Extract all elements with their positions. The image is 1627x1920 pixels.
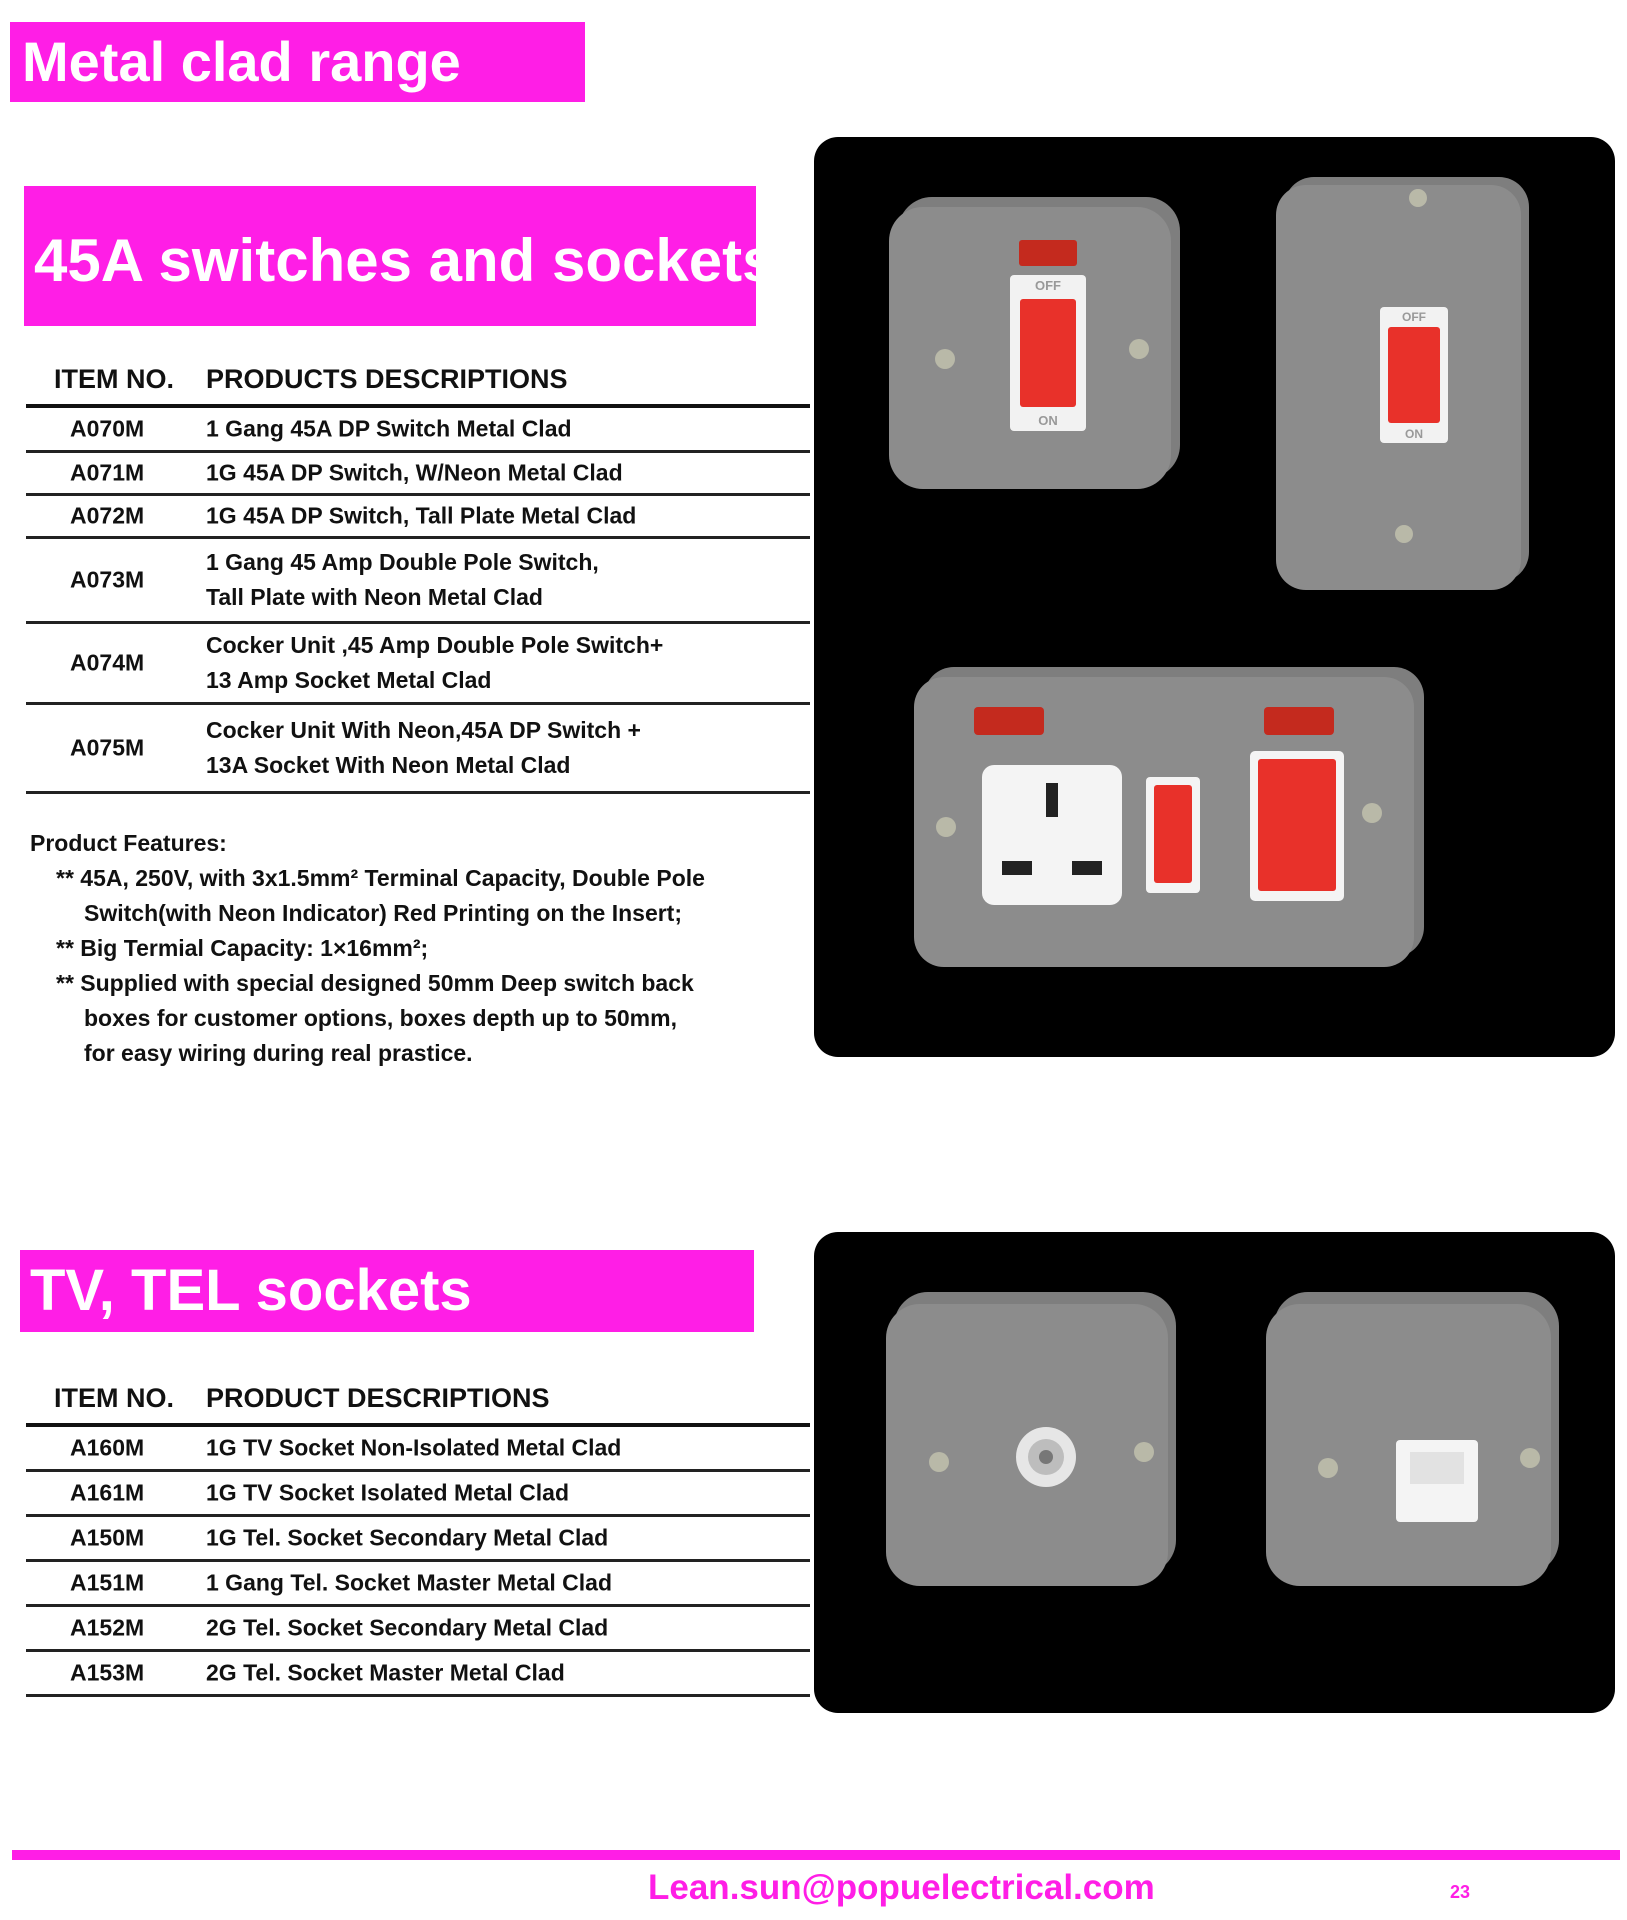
item-desc: 1G TV Socket Non-Isolated Metal Clad [206, 1434, 622, 1461]
item-desc [206, 545, 599, 615]
col-item-header: ITEM NO. [54, 1383, 174, 1413]
item-desc-line: Cocker Unit With Neon,45A DP Switch + [206, 717, 641, 743]
page-title: Metal clad range [10, 22, 585, 102]
item-desc [206, 713, 641, 783]
section-tv-tel-title: TV, TEL sockets [20, 1250, 754, 1332]
item-no: A074M [70, 649, 145, 676]
table-row [26, 1607, 810, 1652]
item-desc-line: 13A Socket With Neon Metal Clad [206, 752, 571, 778]
item-desc: 1G Tel. Socket Secondary Metal Clad [206, 1524, 609, 1551]
feature-line: Switch(with Neon Indicator) Red Printing on the Insert; [84, 900, 682, 926]
feature-line: ** Big Termial Capacity: 1×16mm²; [56, 935, 429, 961]
item-no: A075M [70, 734, 145, 761]
table-row [26, 1472, 810, 1517]
item-desc: 1 Gang Tel. Socket Master Metal Clad [206, 1569, 613, 1596]
item-desc: 1G TV Socket Isolated Metal Clad [206, 1479, 569, 1506]
off-label: OFF [1035, 278, 1061, 293]
table-header [26, 354, 810, 408]
item-no: A073M [70, 566, 145, 593]
page-number: 23 [1450, 1882, 1471, 1902]
feature-line: ** 45A, 250V, with 3x1.5mm² Terminal Capacity, Double Pole [56, 865, 705, 891]
item-no: A071M [70, 459, 145, 486]
table-row [26, 1427, 810, 1472]
item-desc-line: 13 Amp Socket Metal Clad [206, 667, 492, 693]
item-no: A150M [70, 1524, 145, 1551]
item-desc: 1 Gang 45A DP Switch Metal Clad [206, 415, 572, 442]
col-item-header: ITEM NO. [54, 364, 174, 394]
table-tv-tel [26, 1373, 810, 1697]
off-label: OFF [1402, 310, 1426, 324]
item-no: A152M [70, 1614, 145, 1641]
footer-email[interactable]: Lean.sun@popuelectrical.com [648, 1868, 1155, 1907]
item-desc: 2G Tel. Socket Master Metal Clad [206, 1659, 565, 1686]
table-row [26, 1652, 810, 1697]
item-no: A160M [70, 1434, 145, 1461]
item-no: A153M [70, 1659, 145, 1686]
footer-divider [12, 1850, 1620, 1860]
section-45a-title: 45A switches and sockets [24, 186, 756, 326]
switch-products-illustration [814, 137, 1615, 1057]
item-desc: 1G 45A DP Switch, Tall Plate Metal Clad [206, 502, 637, 529]
item-no: A151M [70, 1569, 145, 1596]
product-features [30, 826, 705, 1071]
table-45a [26, 354, 810, 794]
table-row [26, 496, 810, 539]
item-desc-line: Cocker Unit ,45 Amp Double Pole Switch+ [206, 632, 664, 658]
item-desc-line: 1 Gang 45 Amp Double Pole Switch, [206, 549, 599, 575]
table-row [26, 624, 810, 705]
table-header [26, 1373, 810, 1427]
feature-line: ** Supplied with special designed 50mm Deep switch back [56, 970, 694, 996]
col-desc-header: PRODUCTS DESCRIPTIONS [206, 364, 568, 394]
col-desc-header: PRODUCT DESCRIPTIONS [206, 1383, 550, 1413]
table-row [26, 539, 810, 624]
item-desc [206, 628, 663, 698]
product-photo-tv-tel [814, 1232, 1615, 1713]
table-row [26, 1517, 810, 1562]
features-heading: Product Features: [30, 830, 227, 856]
on-label: ON [1038, 413, 1058, 428]
table-row [26, 453, 810, 496]
feature-line: boxes for customer options, boxes depth up to 50mm, [84, 1005, 677, 1031]
item-no: A070M [70, 415, 145, 442]
table-row [26, 1562, 810, 1607]
item-no: A161M [70, 1479, 145, 1506]
item-no: A072M [70, 502, 145, 529]
item-desc: 2G Tel. Socket Secondary Metal Clad [206, 1614, 609, 1641]
product-photo-45a [814, 137, 1615, 1057]
item-desc: 1G 45A DP Switch, W/Neon Metal Clad [206, 459, 623, 486]
on-label: ON [1405, 427, 1423, 441]
item-desc-line: Tall Plate with Neon Metal Clad [206, 584, 543, 610]
tv-tel-products-illustration [814, 1232, 1615, 1713]
feature-line: for easy wiring during real prastice. [84, 1040, 473, 1066]
table-row [26, 705, 810, 794]
table-row [26, 408, 810, 453]
